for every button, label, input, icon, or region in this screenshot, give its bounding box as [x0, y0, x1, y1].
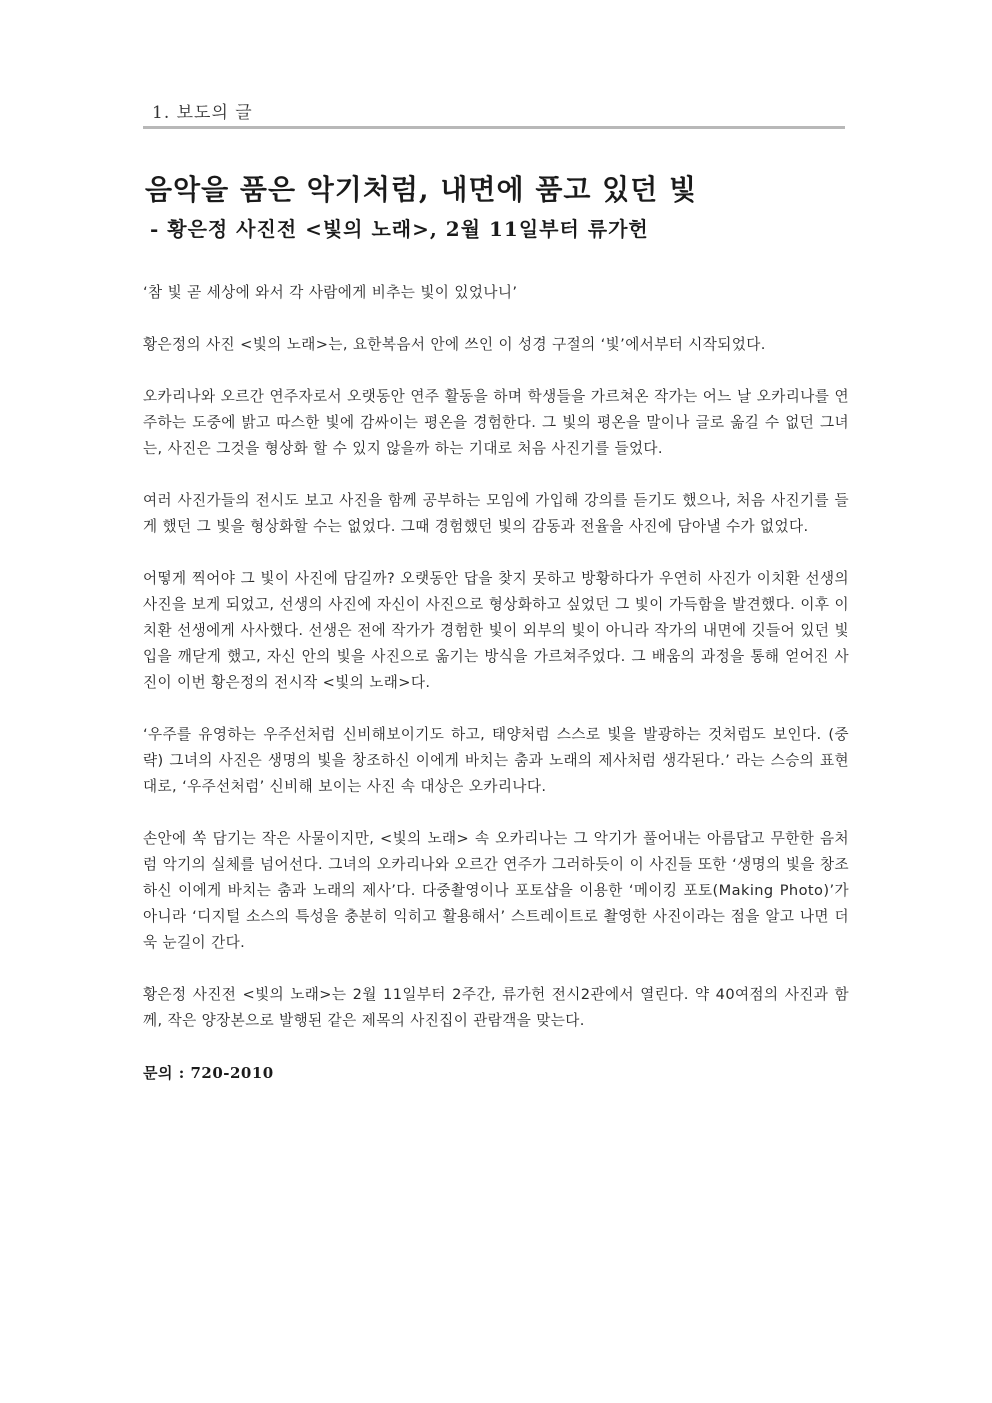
article-body: [143, 280, 849, 1086]
paragraph: 손안에 쏙 담기는 작은 사물이지만, <빛의 노래> 속 오카리나는 그 악기가 풀어내는 아름답고 무한한 음처럼 악기의 실체를 넘어선다. 그녀의 오카리나와 오르간 연주가 그러하듯이 이 사진들 또한 ‘생명의 빛을 창조하신 이에게 바치는 춤과 노래의 제사’다. 다중촬영이나 포토샵을 이용한 ‘메이킹 포토(Making Photo)’가 아니라 ‘디지털 소스의 특성을 충분히 익히고 활용해서’ 스트레이트로 촬영한 사진이라는 점을 알고 나면 더욱 눈길이 간다.: [143, 830, 849, 951]
paragraph: ‘우주를 유영하는 우주선처럼 신비해보이기도 하고, 태양처럼 스스로 빛을 발광하는 것처럼도 보인다. (중략) 그녀의 사진은 생명의 빛을 창조하신 이에게 바치는 춤과 노래의 제사처럼 생각된다.’ 라는 스승의 표현대로, ‘우주선처럼’ 신비해 보이는 사진 속 대상은 오카리나다.: [143, 726, 849, 795]
header-divider: [143, 126, 845, 129]
paragraph-quote: ‘참 빛 곧 세상에 와서 각 사람에게 비추는 빛이 있었나니’: [143, 284, 518, 301]
paragraph: 어떻게 찍어야 그 빛이 사진에 담길까? 오랫동안 답을 찾지 못하고 방황하다가 우연히 사진가 이치환 선생의 사진을 보게 되었고, 선생의 사진에 자신이 사진으로 형상화하고 싶었던 그 빛이 가득함을 발견했다. 이후 이치환 선생에게 사사했다. 선생은 전에 작가가 경험한 빛이 외부의 빛이 아니라 작가의 내면에 깃들어 있던 빛입을 깨닫게 했고, 자신 안의 빛을 사진으로 옮기는 방식을 가르쳐주었다. 그 배움의 과정을 통해 얻어진 사진이 이번 황은정의 전시작 <빛의 노래>다.: [143, 570, 849, 691]
paragraph: 황은정의 사진 <빛의 노래>는, 요한복음서 안에 쓰인 이 성경 구절의 ‘빛’에서부터 시작되었다.: [143, 336, 766, 353]
article-subtitle: - 황은정 사진전 <빛의 노래>, 2월 11일부터 류가헌: [150, 217, 649, 241]
paragraph: 여러 사진가들의 전시도 보고 사진을 함께 공부하는 모임에 가입해 강의를 듣기도 했으나, 처음 사진기를 들게 했던 그 빛을 형상화할 수는 없었다. 그때 경험했던 빛의 감동과 전율을 사진에 담아낼 수가 없었다.: [143, 492, 849, 535]
paragraph: 오카리나와 오르간 연주자로서 오랫동안 연주 활동을 하며 학생들을 가르쳐온 작가는 어느 날 오카리나를 연주하는 도중에 밝고 따스한 빛에 감싸이는 평온을 경험한다. 그 빛의 평온을 말이나 글로 옮길 수 없던 그녀는, 사진은 그것을 형상화 할 수 있지 않을까 하는 기대로 처음 사진기를 들었다.: [143, 388, 849, 457]
contact-info: 문의 : 720-2010: [143, 1064, 274, 1082]
paragraph: 황은정 사진전 <빛의 노래>는 2월 11일부터 2주간, 류가헌 전시2관에서 열린다. 약 40여점의 사진과 함께, 작은 양장본으로 발행된 같은 제목의 사진집이 관람객을 맞는다.: [143, 986, 849, 1029]
section-header: 1. 보도의 글: [152, 103, 253, 123]
article-title: 음악을 품은 악기처럼, 내면에 품고 있던 빛: [145, 173, 698, 206]
